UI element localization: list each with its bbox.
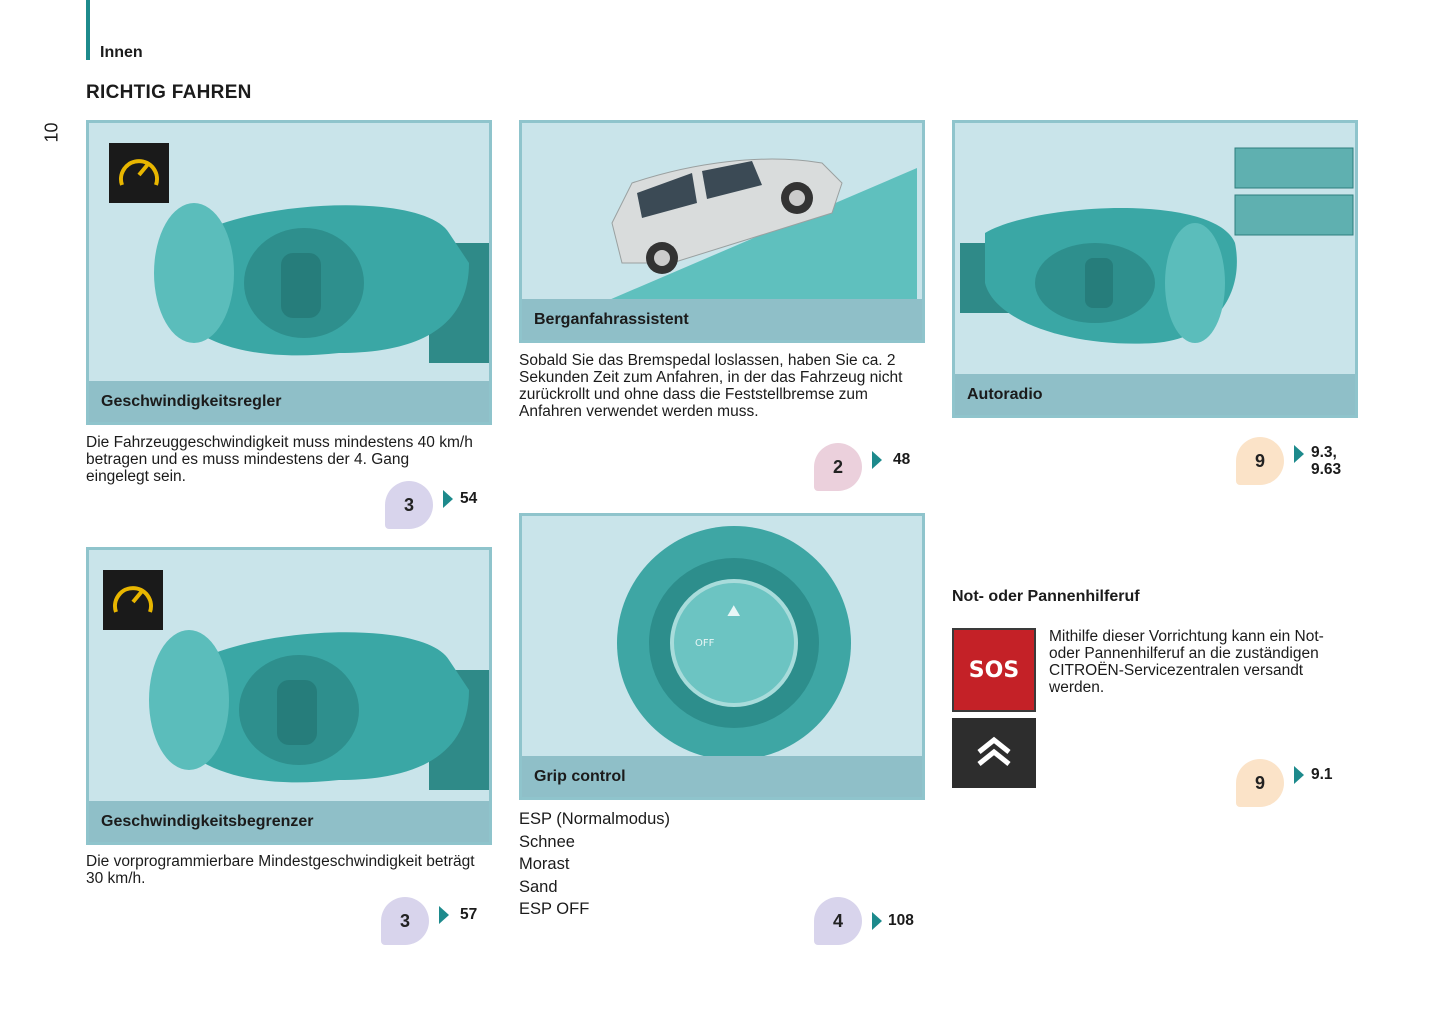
- emergency-heading: Not- oder Pannenhilferuf: [952, 588, 1140, 605]
- arrow-right-icon: [872, 912, 882, 930]
- svg-text:OFF: OFF: [695, 638, 715, 649]
- radio-caption: Autoradio: [955, 374, 1355, 415]
- sos-label: SOS: [968, 657, 1020, 683]
- list-item: Sand: [519, 877, 558, 896]
- speed-regulator-panel: [86, 120, 492, 425]
- radio-panel: [952, 120, 1358, 418]
- list-item: ESP (Normalmodus): [519, 810, 670, 828]
- chapter-badge: 9: [1236, 437, 1284, 485]
- page-reference-line: 9.3,: [1311, 444, 1337, 461]
- assistance-button[interactable]: [952, 718, 1036, 788]
- hill-assist-text: Sobald Sie das Bremspedal loslassen, haben Sie ca. 2 Sekunden Zeit zum Anfahren, in der das Fahrzeug nicht zurückrollt und ohne dass die Feststellbremse zum Anfahren verwendet werden muss.: [519, 352, 903, 420]
- svg-text:⛰: ⛰: [727, 601, 741, 620]
- page-reference[interactable]: 108: [888, 912, 914, 929]
- section-label: Innen: [100, 44, 143, 61]
- grip-control-caption: Grip control: [522, 756, 922, 797]
- page-reference[interactable]: 54: [460, 490, 478, 507]
- speed-limiter-text: Die vorprogrammierbare Mindestgeschwindigkeit beträgt 30 km/h.: [86, 853, 475, 887]
- radio-stalk-illustration: [955, 123, 1355, 378]
- chapter-badge: 3: [385, 481, 433, 529]
- chapter-badge: 3: [381, 897, 429, 945]
- arrow-right-icon: [439, 906, 449, 924]
- arrow-right-icon: [1294, 445, 1304, 463]
- citroen-chevron-icon: [952, 718, 1036, 788]
- speed-regulator-text: Die Fahrzeuggeschwindigkeit muss mindestens 40 km/h betragen und es muss mindestens der 4. Gang eingelegt sein.: [86, 434, 473, 485]
- sos-button[interactable]: [952, 628, 1036, 712]
- page-reference[interactable]: 48: [893, 451, 911, 468]
- grip-control-panel: [519, 513, 925, 800]
- chapter-badge: 2: [814, 443, 862, 491]
- grip-mode-list: [519, 808, 670, 921]
- header-accent-bar: [86, 0, 90, 60]
- arrow-right-icon: [872, 451, 882, 469]
- speed-limiter-caption: Geschwindigkeitsbegrenzer: [89, 801, 489, 842]
- cruise-stalk-illustration: [89, 123, 489, 383]
- limiter-stalk-illustration: [89, 550, 489, 805]
- hill-car-illustration: [522, 123, 922, 303]
- list-item: ESP OFF: [519, 900, 590, 918]
- page-title: RICHTIG FAHREN: [86, 82, 252, 103]
- list-item: Morast: [519, 855, 570, 873]
- list-item: Schnee: [519, 832, 575, 851]
- speed-limiter-panel: [86, 547, 492, 845]
- arrow-right-icon: [1294, 766, 1304, 784]
- hill-assist-caption: Berganfahrassistent: [522, 299, 922, 340]
- chapter-badge: 4: [814, 897, 862, 945]
- speed-regulator-caption: Geschwindigkeitsregler: [89, 381, 489, 422]
- chapter-badge: 9: [1236, 759, 1284, 807]
- arrow-right-icon: [443, 490, 453, 508]
- page-reference[interactable]: 9.1: [1311, 766, 1333, 783]
- emergency-text: Mithilfe dieser Vorrichtung kann ein Not- oder Pannenhilferuf an die zuständigen CITROËN-Servicezentralen versandt werden.: [1049, 628, 1324, 696]
- page-number: 10: [41, 122, 62, 143]
- page-reference[interactable]: [1311, 444, 1341, 478]
- hill-assist-panel: [519, 120, 925, 343]
- page-reference[interactable]: 57: [460, 906, 478, 923]
- grip-knob-illustration: [522, 516, 922, 761]
- page-reference-line: 9.63: [1311, 461, 1342, 478]
